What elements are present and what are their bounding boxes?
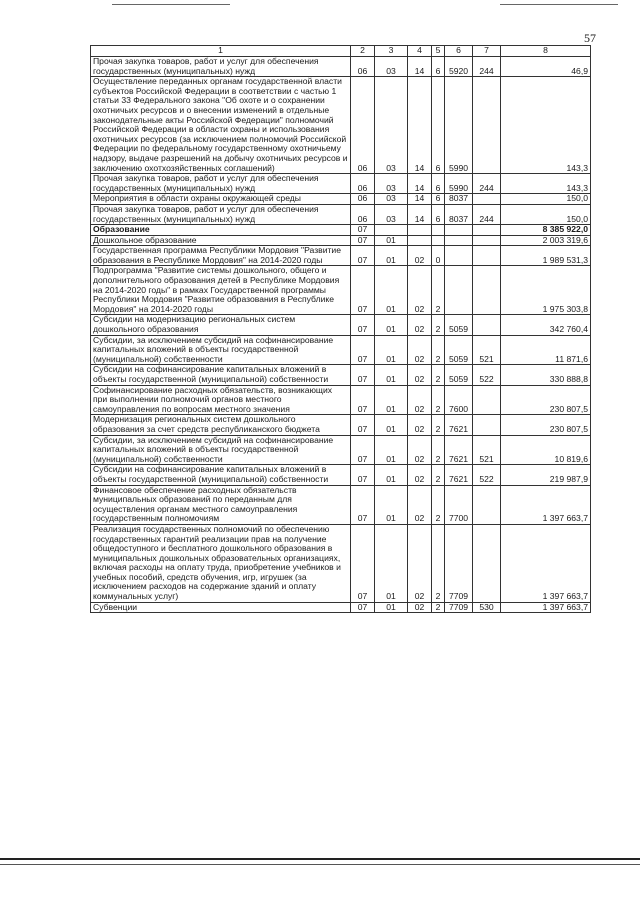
row-name-cell: Прочая закупка товаров, работ и услуг для обеспечения государственных (муниципальных) нужд: [91, 204, 351, 224]
program-code-cell: 02: [408, 385, 432, 415]
table-row: [91, 335, 591, 365]
subprogram-code-cell: 2: [432, 415, 445, 435]
subsection-code-cell: 03: [375, 174, 408, 194]
section-code-cell: 06: [351, 77, 375, 174]
row-name-cell: Субсидии, за исключением субсидий на софинансирование капитальных вложений в объекты государственной (муниципальной) собственности: [91, 435, 351, 465]
target-code-cell: 5059: [445, 365, 473, 385]
table-row: [91, 246, 591, 266]
table-header: [91, 46, 591, 57]
expense-type-cell: [473, 485, 501, 524]
section-code-cell: 07: [351, 465, 375, 485]
section-code-cell: 06: [351, 57, 375, 77]
table-row: [91, 465, 591, 485]
subprogram-code-cell: 2: [432, 335, 445, 365]
amount-cell: 10 819,6: [501, 435, 591, 465]
row-name-cell: Прочая закупка товаров, работ и услуг для обеспечения государственных (муниципальных) нужд: [91, 174, 351, 194]
subsection-code-cell: 03: [375, 57, 408, 77]
section-code-cell: 07: [351, 365, 375, 385]
amount-cell: 143,3: [501, 174, 591, 194]
subsection-code-cell: 01: [375, 315, 408, 335]
row-name-cell: Софинансирование расходных обязательств, возникающих при выполнении полномочий органов местного самоуправления по вопросам местного значения: [91, 385, 351, 415]
expense-type-cell: [473, 524, 501, 602]
program-code-cell: 02: [408, 266, 432, 315]
row-name-cell: Подпрограмма "Развитие системы дошкольного, общего и дополнительного образования детей в Республике Мордовия на 2014-2020 годы" в рамках Государственной программы Республики Мордовия "Развитие образования в Республике Мордовия" на 2014-2020 годы: [91, 266, 351, 315]
subprogram-code-cell: [432, 235, 445, 246]
bottom-scan-rule-thin: [0, 864, 640, 865]
section-code-cell: 07: [351, 335, 375, 365]
expense-type-cell: [473, 77, 501, 174]
table-row: [91, 385, 591, 415]
section-code-cell: 07: [351, 524, 375, 602]
section-code-cell: 07: [351, 246, 375, 266]
budget-table: [90, 45, 591, 613]
subprogram-code-cell: 2: [432, 465, 445, 485]
amount-cell: 11 871,6: [501, 335, 591, 365]
column-header-7: 7: [473, 46, 501, 57]
program-code-cell: 02: [408, 602, 432, 613]
program-code-cell: 14: [408, 57, 432, 77]
row-name-cell: Мероприятия в области охраны окружающей среды: [91, 194, 351, 205]
target-code-cell: 5059: [445, 335, 473, 365]
table-row: [91, 204, 591, 224]
program-code-cell: 02: [408, 485, 432, 524]
section-code-cell: 06: [351, 194, 375, 205]
target-code-cell: 7700: [445, 485, 473, 524]
section-code-cell: 07: [351, 385, 375, 415]
subsection-code-cell: 03: [375, 204, 408, 224]
expense-type-cell: [473, 385, 501, 415]
subsection-code-cell: 01: [375, 465, 408, 485]
amount-cell: 230 807,5: [501, 415, 591, 435]
section-code-cell: 06: [351, 204, 375, 224]
subsection-code-cell: 01: [375, 435, 408, 465]
target-code-cell: 8037: [445, 204, 473, 224]
subprogram-code-cell: 2: [432, 485, 445, 524]
table-row: [91, 435, 591, 465]
column-number-row: [91, 46, 591, 57]
program-code-cell: 02: [408, 524, 432, 602]
expense-type-cell: [473, 235, 501, 246]
column-header-5: 5: [432, 46, 445, 57]
table-row: [91, 77, 591, 174]
amount-cell: 143,3: [501, 77, 591, 174]
target-code-cell: 5059: [445, 315, 473, 335]
subsection-code-cell: 03: [375, 194, 408, 205]
amount-cell: 1 975 303,8: [501, 266, 591, 315]
program-code-cell: 02: [408, 415, 432, 435]
table-row: [91, 365, 591, 385]
row-name-cell: Модернизация региональных систем дошкольного образования за счет средств республиканского бюджета: [91, 415, 351, 435]
table-row: [91, 524, 591, 602]
row-name-cell: Осуществление переданных органам государственной власти субъектов Российской Федерации в соответствии с частью 1 статьи 33 Федерального закона "Об охоте и о сохранении охотничьих ресурсов и о внесении изменений в отдельные законодательные акты Российской Федерации" полномочий Российской Федерации в области охраны и использования охотничьих ресурсов (за исключением полномочий Российской Федерации по федеральному государственному охотничьему надзору, выдаче разрешений на добычу охотничьих ресурсов и заключению охотхозяйственных соглашений): [91, 77, 351, 174]
target-code-cell: 5990: [445, 174, 473, 194]
expense-type-cell: 521: [473, 435, 501, 465]
table-row: [91, 235, 591, 246]
table-row: [91, 602, 591, 613]
row-name-cell: Субсидии на софинансирование капитальных вложений в объекты государственной (муниципальной) собственности: [91, 465, 351, 485]
program-code-cell: 02: [408, 365, 432, 385]
expense-type-cell: 244: [473, 174, 501, 194]
expense-type-cell: [473, 225, 501, 236]
section-code-cell: 07: [351, 235, 375, 246]
top-scan-rule-left: [112, 4, 230, 5]
subprogram-code-cell: [432, 225, 445, 236]
subprogram-code-cell: 2: [432, 385, 445, 415]
subprogram-code-cell: 2: [432, 315, 445, 335]
amount-cell: 8 385 922,0: [501, 225, 591, 236]
row-name-cell: Субсидии, за исключением субсидий на софинансирование капитальных вложений в объекты государственной (муниципальной) собственности: [91, 335, 351, 365]
amount-cell: 1 989 531,3: [501, 246, 591, 266]
expense-type-cell: 522: [473, 365, 501, 385]
expense-type-cell: [473, 194, 501, 205]
row-name-cell: Реализация государственных полномочий по обеспечению государственных гарантий реализации прав на получение общедоступного и бесплатного дошкольного образования в муниципальных дошкольных образовательных организациях, включая расходы на оплату труда, приобретение учебников и учебных пособий, средств обучения, игр, игрушек (за исключением расходов на содержание зданий и оплату коммунальных услуг): [91, 524, 351, 602]
target-code-cell: [445, 266, 473, 315]
program-code-cell: 02: [408, 335, 432, 365]
amount-cell: 219 987,9: [501, 465, 591, 485]
row-name-cell: Субвенции: [91, 602, 351, 613]
expense-type-cell: 530: [473, 602, 501, 613]
target-code-cell: 5990: [445, 77, 473, 174]
amount-cell: 330 888,8: [501, 365, 591, 385]
page-number: 57: [584, 31, 596, 45]
table-body: [91, 57, 591, 613]
subprogram-code-cell: 6: [432, 204, 445, 224]
target-code-cell: 7709: [445, 524, 473, 602]
subprogram-code-cell: 2: [432, 524, 445, 602]
program-code-cell: 14: [408, 204, 432, 224]
subsection-code-cell: 01: [375, 235, 408, 246]
table-row: [91, 415, 591, 435]
row-name-cell: Образование: [91, 225, 351, 236]
amount-cell: 1 397 663,7: [501, 524, 591, 602]
column-header-4: 4: [408, 46, 432, 57]
expense-type-cell: [473, 415, 501, 435]
table-row: [91, 174, 591, 194]
subsection-code-cell: [375, 225, 408, 236]
table-row: [91, 194, 591, 205]
subsection-code-cell: 03: [375, 77, 408, 174]
program-code-cell: 02: [408, 435, 432, 465]
section-code-cell: 07: [351, 315, 375, 335]
subsection-code-cell: 01: [375, 266, 408, 315]
top-scan-rule-right: [500, 4, 618, 5]
expense-type-cell: 522: [473, 465, 501, 485]
program-code-cell: 02: [408, 246, 432, 266]
subprogram-code-cell: 0: [432, 246, 445, 266]
target-code-cell: 7621: [445, 465, 473, 485]
subsection-code-cell: 01: [375, 246, 408, 266]
amount-cell: 230 807,5: [501, 385, 591, 415]
amount-cell: 150,0: [501, 194, 591, 205]
expense-type-cell: [473, 266, 501, 315]
amount-cell: 46,9: [501, 57, 591, 77]
row-name-cell: Прочая закупка товаров, работ и услуг для обеспечения государственных (муниципальных) нужд: [91, 57, 351, 77]
amount-cell: 150,0: [501, 204, 591, 224]
table-row: [91, 225, 591, 236]
subsection-code-cell: 01: [375, 602, 408, 613]
subprogram-code-cell: 2: [432, 435, 445, 465]
target-code-cell: [445, 225, 473, 236]
table-row: [91, 485, 591, 524]
target-code-cell: 7600: [445, 385, 473, 415]
program-code-cell: [408, 235, 432, 246]
column-header-6: 6: [445, 46, 473, 57]
column-header-3: 3: [375, 46, 408, 57]
subprogram-code-cell: 6: [432, 77, 445, 174]
subsection-code-cell: 01: [375, 524, 408, 602]
amount-cell: 1 397 663,7: [501, 602, 591, 613]
program-code-cell: 14: [408, 194, 432, 205]
column-header-2: 2: [351, 46, 375, 57]
subprogram-code-cell: 6: [432, 57, 445, 77]
expense-type-cell: 244: [473, 57, 501, 77]
row-name-cell: Финансовое обеспечение расходных обязательств муниципальных образований по переданным для осуществления органам местного самоуправления государственным полномочиям: [91, 485, 351, 524]
program-code-cell: 02: [408, 315, 432, 335]
expense-type-cell: 521: [473, 335, 501, 365]
expense-type-cell: [473, 315, 501, 335]
column-header-8: 8: [501, 46, 591, 57]
target-code-cell: 7621: [445, 435, 473, 465]
subprogram-code-cell: 2: [432, 602, 445, 613]
subprogram-code-cell: 6: [432, 174, 445, 194]
subprogram-code-cell: 2: [432, 266, 445, 315]
expense-type-cell: [473, 246, 501, 266]
target-code-cell: [445, 235, 473, 246]
amount-cell: 2 003 319,6: [501, 235, 591, 246]
section-code-cell: 07: [351, 225, 375, 236]
table-row: [91, 315, 591, 335]
target-code-cell: 7621: [445, 415, 473, 435]
amount-cell: 342 760,4: [501, 315, 591, 335]
row-name-cell: Государственная программа Республики Мордовия "Развитие образования в Республике Мордовия" на 2014-2020 годы: [91, 246, 351, 266]
subprogram-code-cell: 2: [432, 365, 445, 385]
subsection-code-cell: 01: [375, 485, 408, 524]
subsection-code-cell: 01: [375, 415, 408, 435]
section-code-cell: 07: [351, 602, 375, 613]
subsection-code-cell: 01: [375, 365, 408, 385]
program-code-cell: 14: [408, 77, 432, 174]
target-code-cell: 7709: [445, 602, 473, 613]
row-name-cell: Субсидии на модернизацию региональных систем дошкольного образования: [91, 315, 351, 335]
section-code-cell: 07: [351, 415, 375, 435]
section-code-cell: 07: [351, 435, 375, 465]
target-code-cell: 5920: [445, 57, 473, 77]
expense-type-cell: 244: [473, 204, 501, 224]
program-code-cell: [408, 225, 432, 236]
table-row: [91, 266, 591, 315]
program-code-cell: 02: [408, 465, 432, 485]
table-row: [91, 57, 591, 77]
program-code-cell: 14: [408, 174, 432, 194]
amount-cell: 1 397 663,7: [501, 485, 591, 524]
row-name-cell: Дошкольное образование: [91, 235, 351, 246]
section-code-cell: 06: [351, 174, 375, 194]
target-code-cell: 8037: [445, 194, 473, 205]
column-header-1: 1: [91, 46, 351, 57]
section-code-cell: 07: [351, 266, 375, 315]
subprogram-code-cell: 6: [432, 194, 445, 205]
target-code-cell: [445, 246, 473, 266]
section-code-cell: 07: [351, 485, 375, 524]
subsection-code-cell: 01: [375, 335, 408, 365]
subsection-code-cell: 01: [375, 385, 408, 415]
bottom-scan-rule: [0, 858, 640, 860]
row-name-cell: Субсидии на софинансирование капитальных вложений в объекты государственной (муниципальной) собственности: [91, 365, 351, 385]
